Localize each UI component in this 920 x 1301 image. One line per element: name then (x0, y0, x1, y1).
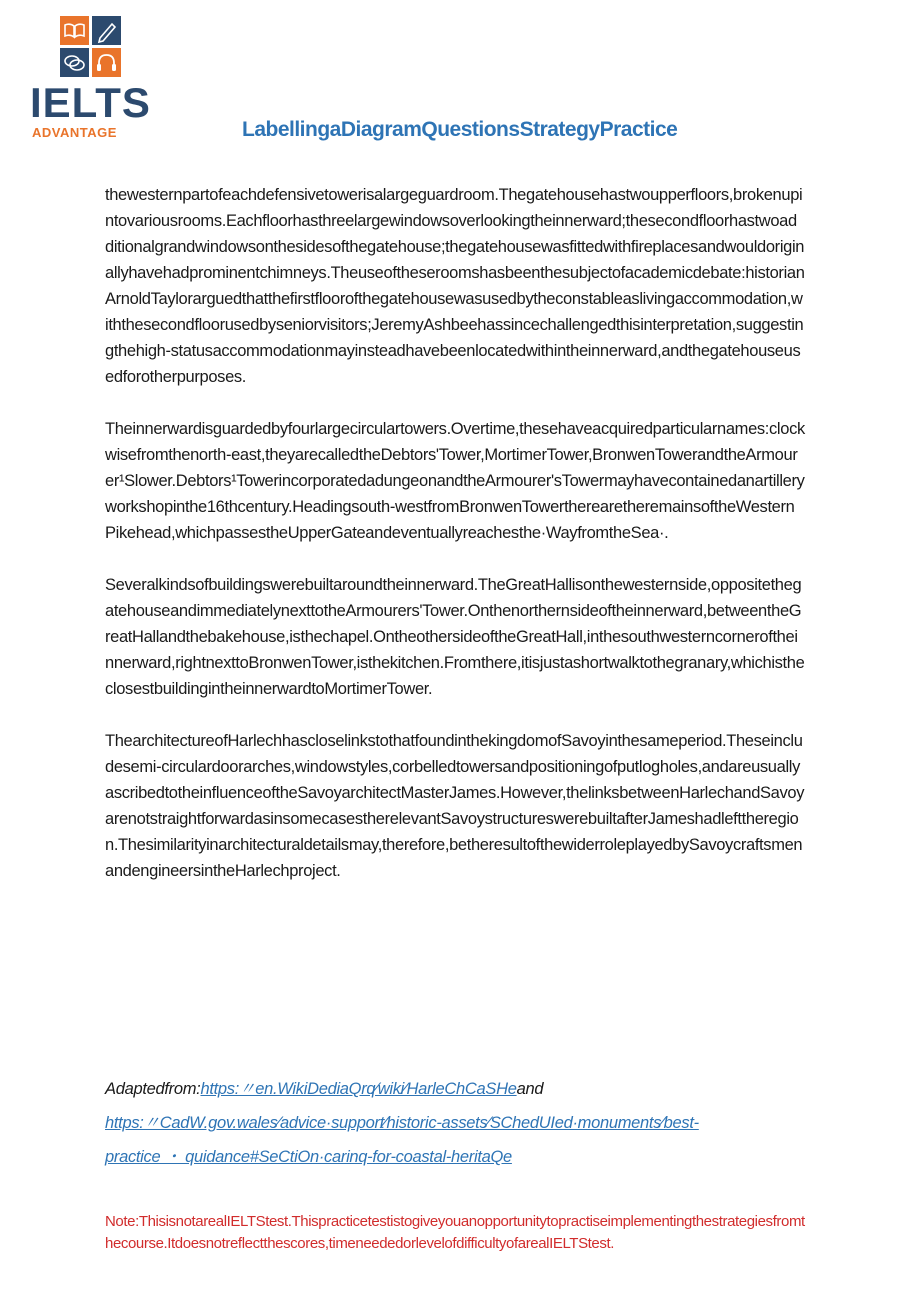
ielts-advantage-logo (30, 14, 152, 144)
speech-icon (60, 48, 89, 77)
source-prefix: Adaptedfrom: (105, 1080, 201, 1098)
logo-icon-grid (60, 16, 122, 78)
headphones-icon (92, 48, 121, 77)
source-attribution (105, 1076, 815, 1178)
source-joiner: and (516, 1080, 544, 1098)
disclaimer-note: Note:ThisisnotarealIELTStest.Thispracticetestistogiveyouanopportunitytopractiseimplementingthestrategiesfromthecourse.Itdoesnotreflectthescores,timeneededorlevelofdifficultyofarealIELTStest. (105, 1213, 805, 1252)
paragraph-towers: Theinnerwardisguardedbyfourlargecirculartowers.Overtime,thesehaveacquiredparticularnames:clockwisefromthenorth-east,theyarecalledtheDebtors'Tower,MortimerTower,BronwenTowerandtheArmourer¹Slower.Debtors¹TowerincorporatedadungeonandtheArmourer'sTowermayhavecontainedanartilleryworkshopinthe16thcentury.Headingsouth-westfromBronwenTowertherearetheremainsoftheWesternPikehead,whichpassestheUpperGateandeventuallyreachesthe·WayfromtheSea·. (105, 420, 805, 542)
book-icon (60, 16, 89, 45)
pen-icon (92, 16, 121, 45)
paragraph-architecture: ThearchitectureofHarlechhascloselinkstothatfoundinthekingdomofSavoyinthesameperiod.Theseincludesemi-circulardoorarches,windowstyles,corbelledtowersandpositioningofputlogholes,andareusuallyascribedtotheinfluenceoftheSavoyarchitectMasterJames.However,thelinksbetweenHarlechandSavoyarenotstraightforwardasinsomecasestherelevantSavoystructureswerebuiltafterJameshadlefttheregion.Thesimilarityinarchitecturaldetailsmay,therefore,betheresultofthewiderroleplayedbySavoycraftsmenandengineersintheHarlechproject. (105, 732, 805, 880)
source-link-cadw-line1[interactable]: https:〃CadW.gov.wales⁄advice·support⁄historic-assets⁄SChedUIed·monuments⁄best- (105, 1114, 699, 1132)
source-link-wikipedia[interactable]: https:〃en.WikiDediaQrq⁄wiki⁄HarleChCaSHe (200, 1080, 517, 1098)
paragraph-gatehouse: thewesternpartofeachdefensivetowerisalargeguardroom.Thegatehousehastwoupperfloors,brokenupintovariousrooms.Eachfloorhasthreelargewindowsoverlookingtheinnerward;thesecondfloorhastwoadditionalgrandwindowsonthesidesofthegatehouse;thegatehousewasfittedwithfireplacesandwouldoriginallyhavehadprominentchimneys.Theuseoftheseroomshasbeenthesubjectofacademicdebate:historianArnoldTaylorarguedthatthefirstfloorofthegatehousewasusedbytheconstableaslivingaccommodation,withthesecondfloorusedbyseniorvisitors;JeremyAshbeehassincechallengedthisinterpretation,suggestingthehigh-statusaccommodationmayinsteadhavebeenlocatedwithintheinnerward,andthegatehouseusedforotherpurposes. (105, 186, 805, 386)
logo-subtitle: ADVANTAGE (32, 125, 117, 140)
page-title: LabellingaDiagramQuestionsStrategyPractice (242, 118, 678, 141)
source-link-cadw-line2[interactable]: practice ・ quidance#SeCtiOn·carinq-for-coastal-heritaQe (105, 1148, 512, 1166)
logo-wordmark: IELTS (30, 79, 151, 126)
paragraph-buildings: Severalkindsofbuildingswerebuiltaroundtheinnerward.TheGreatHallisonthewesternside,oppositethegatehouseandimmediatelynexttotheArmourers'Tower.Onthenorthernsideoftheinnerward,betweentheGreatHallandthebakehouse,isthechapel.OntheothersideoftheGreatHall,inthesouthwesterncorneroftheinnerward,rightnexttoBronwenTower,isthekitchen.Fromthere,itisjustashortwalktothegranary,whichistheclosestbuildingintheinnerwardtoMortimerTower. (105, 576, 805, 698)
article-body (105, 182, 805, 910)
